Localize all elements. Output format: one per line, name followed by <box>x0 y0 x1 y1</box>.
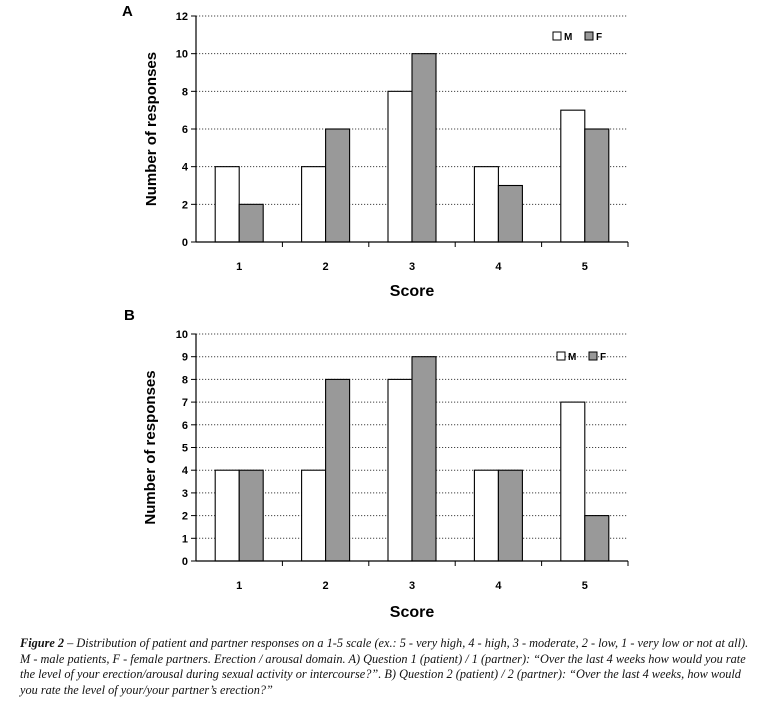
legend-swatch-f <box>585 32 593 40</box>
bar-m-2 <box>302 167 326 242</box>
y-tick-label: 12 <box>175 11 188 23</box>
y-tick-label: 4 <box>181 161 188 174</box>
caption-text: – Distribution of patient and partner responses on a 1-5 scale (ex.: 5 - very high, 4 - high, 3 - moderate, 2 - low, 1 - very low or not at all). M - male patients, F - female partners. Erection / arousal domain. A) Question 1 (patient) / 1 (partner): “Over the last 4 weeks how would you rate the level of your erection/arousal during sexual activity or intercourse?”. B) Question 2 (patient) / 2 (partner): “Over the last 4 weeks, how would you rate the level of your/your partner’s erection?” <box>20 636 749 697</box>
y-tick-label: 10 <box>175 48 188 61</box>
legend-swatch-m <box>553 32 561 40</box>
y-tick-label: 2 <box>181 199 188 212</box>
x-tick-label: 2 <box>322 580 329 592</box>
bar-m-4 <box>474 470 498 561</box>
y-tick-label: 6 <box>181 124 188 136</box>
bar-m-3 <box>388 91 412 242</box>
bar-m-4 <box>474 167 498 242</box>
y-tick-label: 0 <box>181 556 188 568</box>
y-tick-label: 0 <box>181 237 188 249</box>
legend-label-m: M <box>568 352 577 363</box>
legend-label-m: M <box>564 32 573 43</box>
bar-m-1 <box>215 167 239 242</box>
bar-f-1 <box>239 204 263 242</box>
bar-f-5 <box>585 129 609 242</box>
bar-m-2 <box>302 470 326 561</box>
y-axis-title: Number of responses <box>142 370 159 525</box>
legend-swatch-m <box>557 352 565 360</box>
bar-m-1 <box>215 470 239 561</box>
y-tick-label: 2 <box>181 510 188 523</box>
x-tick-label: 5 <box>581 580 588 592</box>
bar-f-1 <box>239 470 263 561</box>
x-tick-label: 4 <box>495 261 502 273</box>
x-axis-title: Score <box>389 604 435 621</box>
bar-m-5 <box>561 402 585 561</box>
caption-lead: Figure 2 <box>20 636 65 650</box>
y-tick-label: 8 <box>181 374 188 387</box>
legend-swatch-f <box>589 352 597 360</box>
bar-f-2 <box>326 379 350 561</box>
x-tick-label: 3 <box>408 261 416 273</box>
y-tick-label: 4 <box>181 465 188 478</box>
legend-label-f: F <box>596 32 603 43</box>
x-tick-label: 5 <box>581 261 588 273</box>
y-tick-label: 5 <box>181 442 188 455</box>
y-tick-label: 6 <box>181 419 188 432</box>
y-tick-label: 10 <box>175 329 188 341</box>
bar-f-2 <box>326 129 350 242</box>
y-axis-title: Number of responses <box>143 51 160 207</box>
x-tick-label: 1 <box>236 261 243 273</box>
y-tick-label: 7 <box>181 397 188 410</box>
x-tick-label: 2 <box>322 261 329 273</box>
y-tick-label: 9 <box>181 351 188 364</box>
x-tick-label: 1 <box>236 580 243 592</box>
x-tick-label: 3 <box>408 580 416 592</box>
bar-f-5 <box>585 516 609 561</box>
bar-m-5 <box>561 110 585 242</box>
y-tick-label: 8 <box>181 86 188 99</box>
x-tick-label: 4 <box>495 580 502 592</box>
bar-f-4 <box>498 186 522 243</box>
bar-f-3 <box>412 54 436 242</box>
bar-f-3 <box>412 357 436 561</box>
legend-label-f: F <box>600 352 607 363</box>
x-axis-title: Score <box>389 283 435 300</box>
y-tick-label: 1 <box>181 533 188 546</box>
y-tick-label: 3 <box>181 487 188 500</box>
chart-b <box>0 310 768 630</box>
bar-m-3 <box>388 379 412 561</box>
panel-label: A <box>122 3 133 20</box>
figure-caption <box>20 636 758 698</box>
chart-a <box>0 0 768 310</box>
panel-label: B <box>124 310 135 324</box>
bar-f-4 <box>498 470 522 561</box>
